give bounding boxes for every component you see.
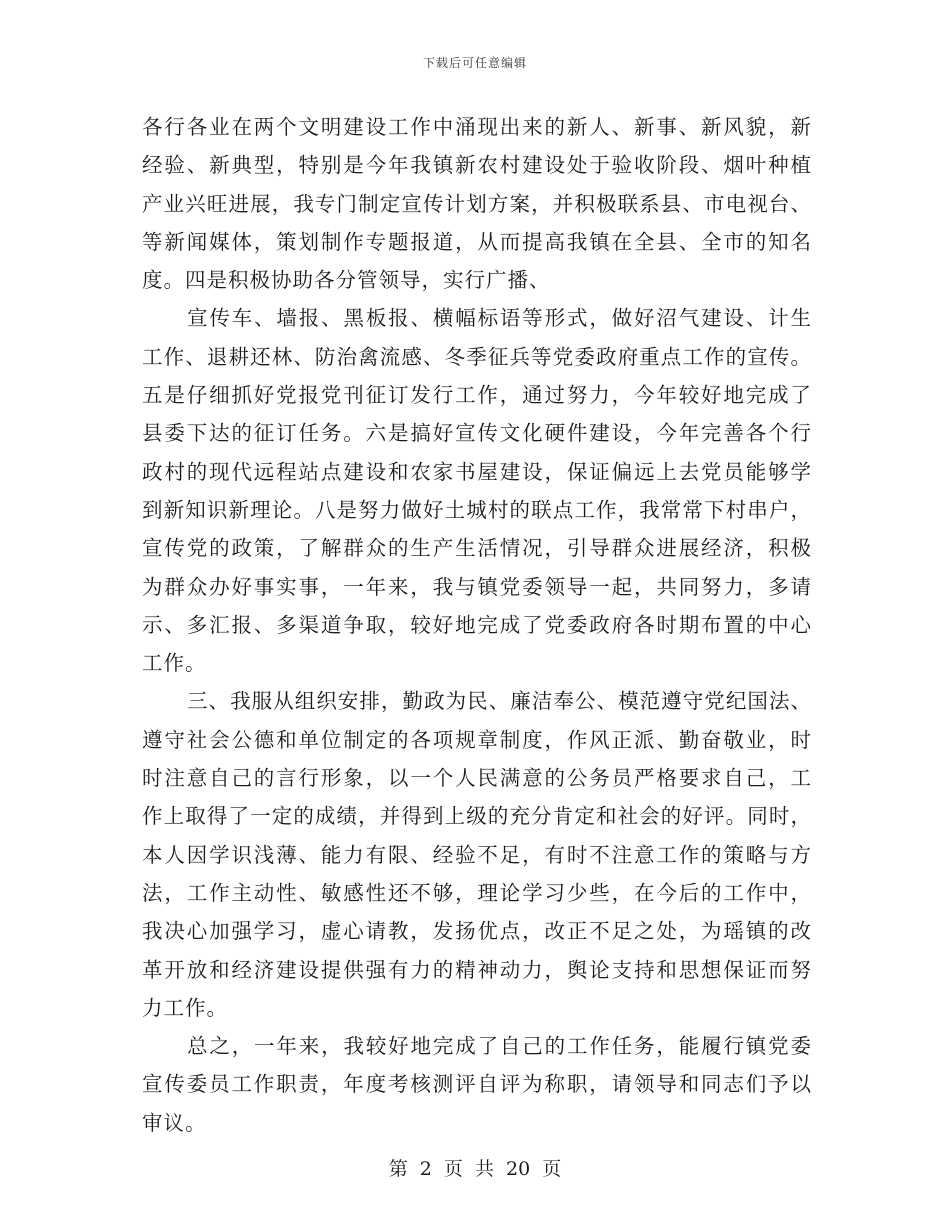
body-line: 宣传委员工作职责，年度考核测评自评为称职，请领导和同志们予以 — [142, 1072, 812, 1097]
body-line: 度。四是积极协助各分管领导，实行广播、 — [142, 268, 551, 293]
body-line: 我决心加强学习，虚心请教，发扬优点，改正不足之处，为瑶镇的改 — [142, 919, 812, 944]
body-line: 到新知识新理论。八是努力做好土城村的联点工作，我常常下村串户， — [142, 497, 812, 522]
body-line: 等新闻媒体，策划制作专题报道，从而提高我镇在全县、全市的知名 — [142, 229, 812, 254]
body-line: 工作。 — [142, 651, 207, 676]
body-line: 时注意自己的言行形象，以一个人民满意的公务员严格要求自己，工 — [142, 766, 812, 791]
body-line: 五是仔细抓好党报党刊征订发行工作，通过努力，今年较好地完成了 — [142, 383, 812, 408]
body-line: 本人因学识浅薄、能力有限、经验不足，有时不注意工作的策略与方 — [142, 842, 812, 867]
body-line: 法，工作主动性、敏感性还不够，理论学习少些，在今后的工作中， — [142, 880, 812, 905]
body-line: 经验、新典型，特别是今年我镇新农村建设处于验收阶段、烟叶种植 — [142, 153, 812, 178]
document-body — [142, 108, 812, 1142]
body-line: 县委下达的征订任务。六是搞好宣传文化硬件建设，今年完善各个行 — [142, 421, 812, 446]
page-header: 下载后可任意编辑 — [422, 56, 527, 70]
paragraph-start-line: 三、我服从组织安排，勤政为民、廉洁奉公、模范遵守党纪国法、 — [187, 689, 812, 714]
body-line: 审议。 — [142, 1110, 207, 1135]
body-line: 为群众办好事实事，一年来，我与镇党委领导一起，共同努力，多请 — [142, 574, 812, 599]
body-line: 革开放和经济建设提供强有力的精神动力，舆论支持和思想保证而努 — [142, 957, 812, 982]
paragraph-start-line: 总之，一年来，我较好地完成了自己的工作任务，能履行镇党委 — [187, 1034, 812, 1059]
body-line: 作上取得了一定的成绩，并得到上级的充分肯定和社会的好评。同时， — [142, 804, 812, 829]
body-line: 遵守社会公德和单位制定的各项规章制度，作风正派、勤奋敬业，时 — [142, 727, 812, 752]
body-line: 力工作。 — [142, 995, 228, 1020]
page-number-footer: 第 2 页 共 20 页 — [388, 1158, 562, 1180]
body-line: 宣传党的政策，了解群众的生产生活情况，引导群众进展经济，积极 — [142, 536, 812, 561]
body-line: 工作、退耕还林、防治禽流感、冬季征兵等党委政府重点工作的宣传。 — [142, 344, 812, 369]
body-line: 各行各业在两个文明建设工作中涌现出来的新人、新事、新风貌，新 — [142, 115, 812, 139]
paragraph-start-line: 宣传车、墙报、黑板报、横幅标语等形式，做好沼气建设、计生 — [187, 306, 812, 331]
body-line: 示、多汇报、多渠道争取，较好地完成了党委政府各时期布置的中心 — [142, 612, 812, 637]
body-line: 产业兴旺进展，我专门制定宣传计划方案，并积极联系县、市电视台、 — [142, 191, 812, 216]
body-line: 政村的现代远程站点建设和农家书屋建设，保证偏远上去党员能够学 — [142, 459, 812, 484]
